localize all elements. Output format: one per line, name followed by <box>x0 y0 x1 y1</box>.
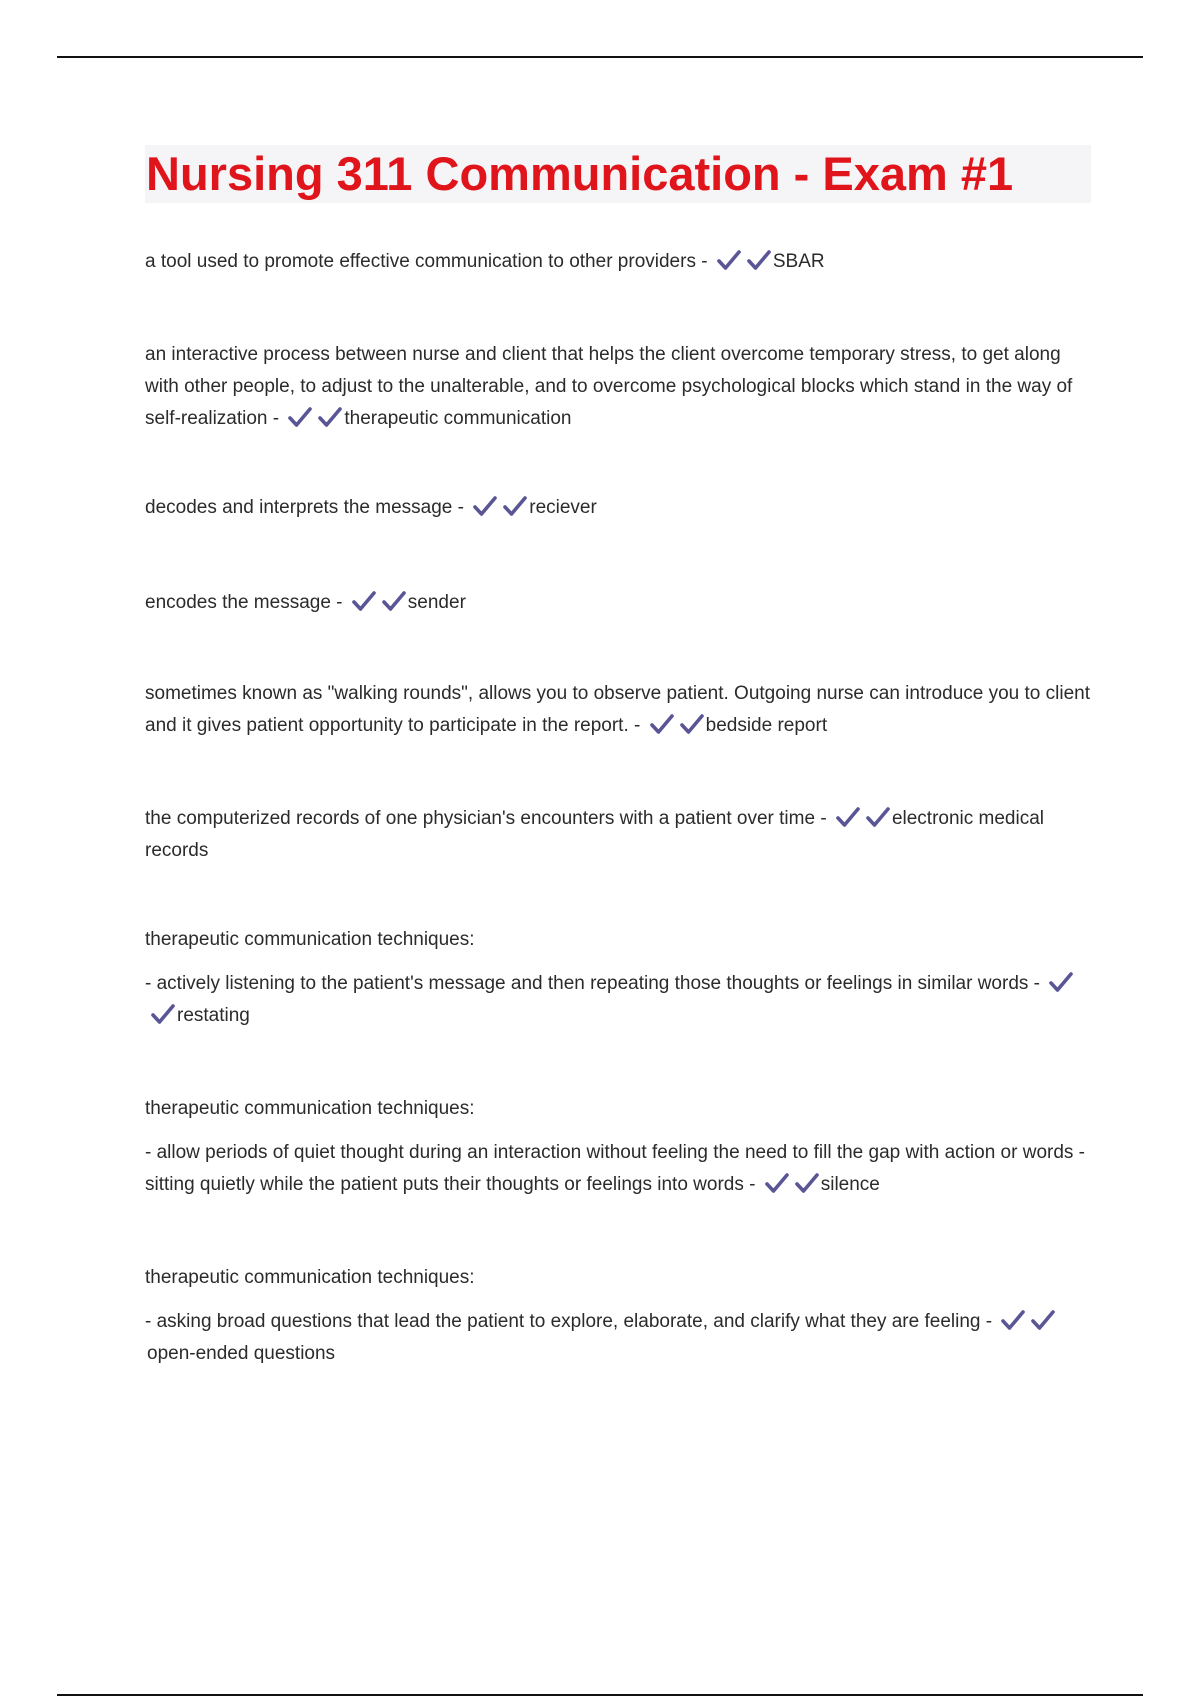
check-icon <box>318 406 342 428</box>
answer-text: open-ended questions <box>147 1343 336 1364</box>
section-heading: therapeutic communication techniques: <box>145 929 475 950</box>
qa-text <box>145 1306 1095 1370</box>
check-icon <box>717 249 741 271</box>
question-text: decodes and interprets the message - <box>145 497 470 518</box>
qa-item <box>145 587 1095 619</box>
qa-text <box>145 339 1095 435</box>
top-rule <box>57 56 1143 58</box>
qa-text <box>145 1137 1095 1201</box>
qa-item <box>145 803 1095 867</box>
question-text: encodes the message - <box>145 592 348 613</box>
document-title: Nursing 311 Communication - Exam #1 <box>146 147 1014 200</box>
answer-text: SBAR <box>772 251 825 272</box>
question-text: the computerized records of one physician's encounters with a patient over time - <box>145 808 832 829</box>
check-icon <box>1049 971 1073 993</box>
check-icon <box>680 713 704 735</box>
qa-item <box>145 678 1095 742</box>
question-text: - allow periods of quiet thought during an interaction without feeling the need to fill the gap with action or words - sitting quietly while the patient puts their thoughts or feelings into words - <box>145 1142 1086 1195</box>
section-heading: therapeutic communication techniques: <box>145 1267 475 1288</box>
question-text: a tool used to promote effective communication to other providers - <box>145 251 713 272</box>
check-icon <box>382 590 406 612</box>
qa-text <box>145 587 1095 619</box>
check-icon <box>765 1172 789 1194</box>
answer-text: reciever <box>529 497 597 518</box>
check-icon <box>473 495 497 517</box>
qa-item <box>145 1093 1095 1201</box>
qa-text <box>145 803 1095 867</box>
qa-text <box>145 678 1095 742</box>
question-text: - actively listening to the patient's message and then repeating those thoughts or feelings in similar words - <box>145 973 1046 994</box>
answer-text: therapeutic communication <box>344 408 572 429</box>
answer-text: restating <box>177 1005 250 1026</box>
check-icon <box>151 1003 175 1025</box>
bottom-rule <box>57 1694 1143 1696</box>
check-icon <box>836 806 860 828</box>
qa-text <box>145 968 1095 1032</box>
qa-item <box>145 339 1095 435</box>
answer-text: bedside report <box>705 715 828 736</box>
check-icon <box>650 713 674 735</box>
qa-text <box>145 492 1095 524</box>
check-icon <box>747 249 771 271</box>
qa-item <box>145 246 1095 278</box>
answer-text: electronic medical records <box>145 808 1045 861</box>
section-heading: therapeutic communication techniques: <box>145 1098 475 1119</box>
question-text: sometimes known as "walking rounds", allows you to observe patient. Outgoing nurse can introduce you to client and it gives patient opportunity to participate in the report. - <box>145 683 1090 736</box>
check-icon <box>288 406 312 428</box>
answer-text: silence <box>820 1174 880 1195</box>
check-icon <box>352 590 376 612</box>
answer-text: sender <box>407 592 466 613</box>
qa-item <box>145 492 1095 524</box>
qa-item <box>145 1262 1095 1370</box>
check-icon <box>1001 1309 1025 1331</box>
check-icon <box>866 806 890 828</box>
check-icon <box>503 495 527 517</box>
question-text: an interactive process between nurse and client that helps the client overcome temporary stress, to get along with other people, to adjust to the unalterable, and to overcome psychological blocks which stand in the way of self-realization - <box>145 344 1073 429</box>
qa-text <box>145 246 1095 278</box>
check-icon <box>795 1172 819 1194</box>
question-text: - asking broad questions that lead the patient to explore, elaborate, and clarify what they are feeling - <box>145 1311 998 1332</box>
check-icon <box>1031 1309 1055 1331</box>
qa-item <box>145 924 1095 1032</box>
